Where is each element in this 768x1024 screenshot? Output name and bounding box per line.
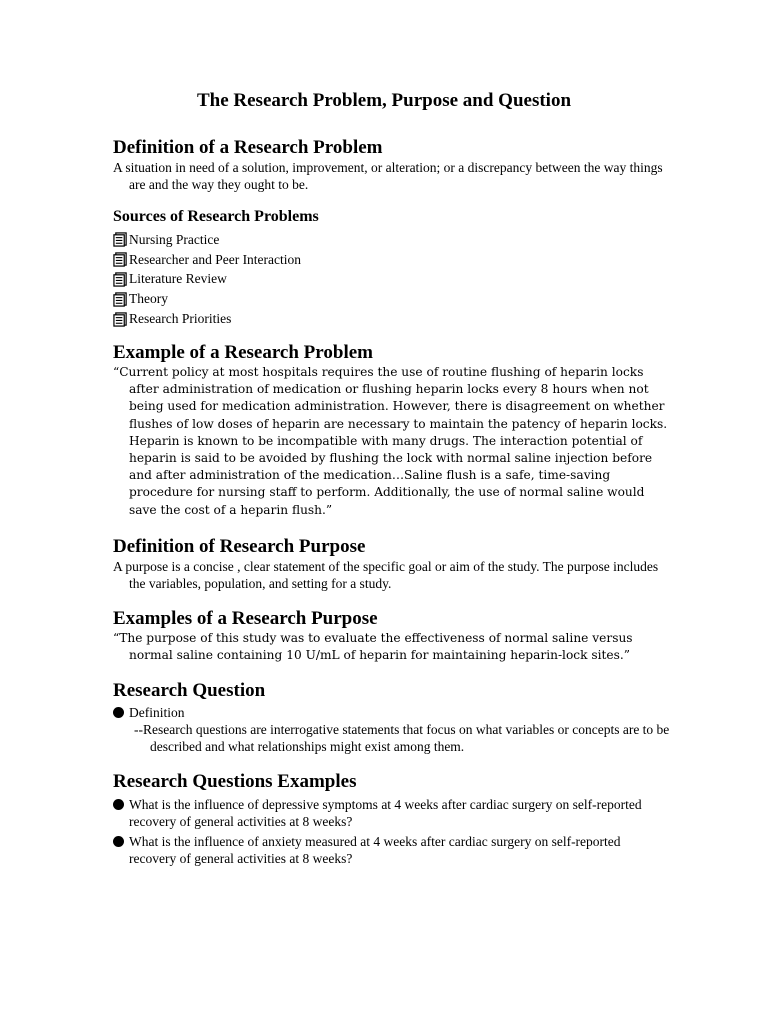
question-example-text: What is the influence of depressive symptoms at 4 weeks after cardiac surgery on self-reported recovery of general activities at 8 weeks? xyxy=(129,797,642,829)
question-example-text: What is the influence of anxiety measured at 4 weeks after cardiac surgery on self-reported recovery of general activities at 8 weeks? xyxy=(129,834,621,866)
book-icon xyxy=(113,252,128,267)
purpose-definition-text: A purpose is a concise , clear statement of the specific goal or aim of the study. The purpose includes the variables, population, and setting for a study. xyxy=(113,559,659,591)
question-examples-heading: Research Questions Examples xyxy=(113,771,357,792)
problem-definition-text: A situation in need of a solution, improvement, or alteration; or a discrepancy between the way things are and the way they ought to be. xyxy=(113,160,663,192)
source-item-label: Researcher and Peer Interaction xyxy=(129,251,302,267)
list-item xyxy=(113,309,301,329)
list-item xyxy=(113,796,649,830)
purpose-definition-heading: Definition of Research Purpose xyxy=(113,536,366,557)
list-item xyxy=(113,230,301,250)
purpose-examples-heading: Examples of a Research Purpose xyxy=(113,608,378,629)
problem-definition-heading: Definition of a Research Problem xyxy=(113,137,383,158)
source-item-label: Research Priorities xyxy=(129,311,232,327)
list-item xyxy=(113,833,649,867)
source-item-label: Nursing Practice xyxy=(129,231,220,247)
document-title: The Research Problem, Purpose and Question xyxy=(196,90,572,111)
definition-label: Definition xyxy=(129,705,185,720)
problem-example-quote: “Current policy at most hospitals requires the use of routine flushing of heparin locks after administration of medication or flushing heparin locks every 8 hours when not being used for medication administration. However, there is disagreement on whether flushes of low doses of heparin are necessary to maintain the patency of heparin locks. Heparin is known to be incompatible with many drugs. The interaction potential of heparin is said to be avoided by flushing the lock with normal saline injection before and after administration of the medication…Saline flush is a safe, time-saving procedure for nursing staff to perform. Additionally, the use of normal saline would save the cost of a heparin flush.” xyxy=(113,365,668,517)
source-item-label: Theory xyxy=(129,291,168,307)
sources-heading: Sources of Research Problems xyxy=(113,208,319,225)
source-item-label: Literature Review xyxy=(129,271,227,287)
list-item xyxy=(113,250,301,270)
book-icon xyxy=(113,312,128,327)
bullet-icon xyxy=(113,799,124,810)
bullet-icon xyxy=(113,836,124,847)
list-item xyxy=(113,270,301,290)
research-question-heading: Research Question xyxy=(113,680,266,701)
sources-list xyxy=(113,230,301,329)
bullet-icon xyxy=(113,707,124,718)
definition-bullet xyxy=(113,704,185,721)
book-icon xyxy=(113,292,128,307)
book-icon xyxy=(113,272,128,287)
research-question-definition: --Research questions are interrogative statements that focus on what variables or concepts are to be described and what relationships might exist among them. xyxy=(134,722,670,754)
list-item xyxy=(113,289,301,309)
purpose-example-quote: “The purpose of this study was to evaluate the effectiveness of normal saline versus normal saline containing 10 U/mL of heparin for maintaining heparin-lock sites.” xyxy=(113,631,633,662)
problem-example-heading: Example of a Research Problem xyxy=(113,342,373,363)
book-icon xyxy=(113,232,128,247)
